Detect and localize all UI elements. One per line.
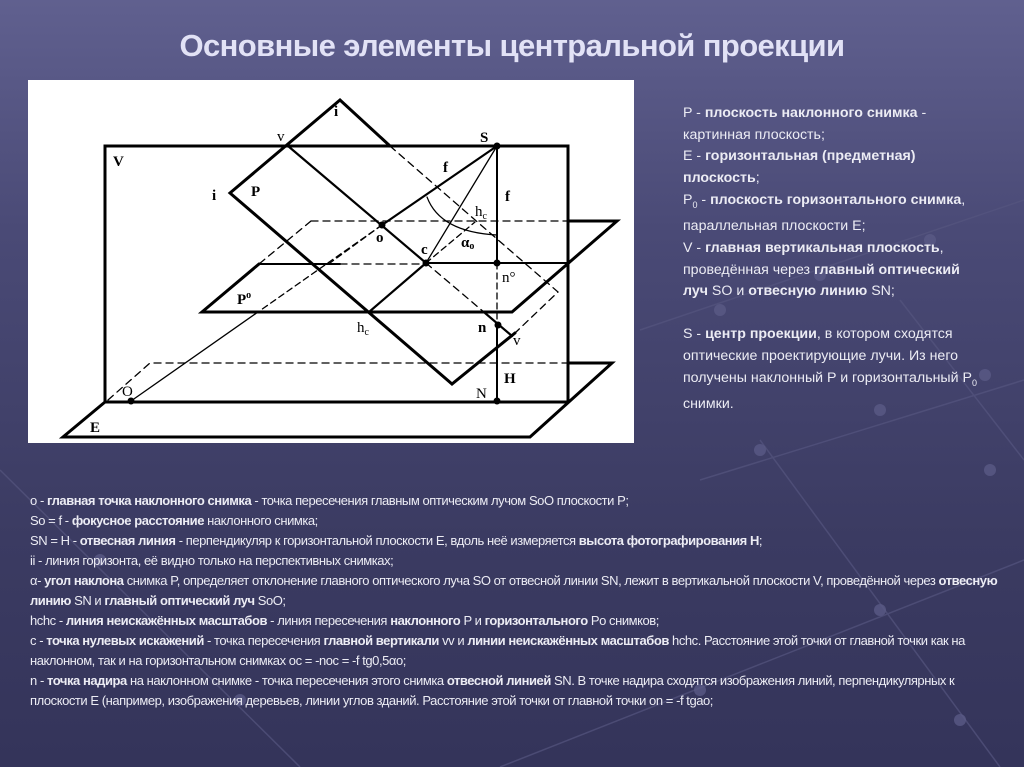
text-segment: - — [697, 191, 711, 208]
text-segment: на наклонном снимке - точка пересечения этого снимка — [126, 673, 447, 688]
label-f-ray: f — [443, 160, 448, 176]
text-segment: - линия пересечения — [267, 613, 391, 628]
central-projection-diagram — [28, 80, 634, 443]
definition-line — [30, 571, 1005, 611]
text-segment: , параллельная плоскости E; — [683, 191, 966, 235]
text-segment: SO и — [707, 283, 749, 300]
label-H: H — [504, 371, 516, 387]
text-segment: P — [683, 191, 693, 208]
label-c: c — [421, 242, 428, 258]
text-segment: vv и — [438, 633, 468, 648]
text-segment: n - — [30, 673, 47, 688]
label-P: P — [251, 184, 261, 200]
paragraph-gap — [683, 303, 983, 324]
bold-term: линии неискажённых масштабов — [467, 633, 669, 648]
definition-paragraph — [683, 324, 983, 416]
label-S: S — [480, 130, 489, 146]
bold-term: горизонтальная (предметная) плоскость — [683, 148, 916, 187]
subscript: 0 — [971, 377, 977, 388]
point-c — [423, 260, 430, 267]
text-segment: , в котором сходятся оптические проектирующие лучи. Из него получены наклонный P и горизонтальный P — [683, 326, 972, 386]
label-i-left: i — [212, 188, 217, 204]
bold-term: наклонного — [390, 613, 461, 628]
text-segment: снимки. — [683, 396, 734, 413]
text-segment: SN = H - — [30, 533, 80, 548]
text-segment: Po снимков; — [587, 613, 659, 628]
definition-line — [30, 531, 1005, 551]
bold-term: угол наклона — [44, 573, 124, 588]
text-segment: SoO; — [254, 593, 286, 608]
label-hc-bottom: $h_c$ — [357, 320, 369, 338]
bold-term: центр проекции — [705, 326, 817, 343]
text-segment: , проведённая через — [683, 240, 944, 278]
label-P0: $P^o$ — [237, 290, 252, 308]
text-segment: P и — [460, 613, 485, 628]
text-segment: α- — [30, 573, 45, 588]
text-segment: ii - линия горизонта, её видно только на перспективных снимках; — [30, 553, 394, 568]
text-segment: hchc - — [30, 613, 66, 628]
bold-term: плоскость наклонного снимка — [704, 105, 918, 121]
text-segment: V - — [683, 240, 706, 257]
definition-line — [30, 491, 1005, 511]
principal-vertical-vv — [288, 146, 426, 263]
label-v-bottom: v — [513, 333, 521, 349]
point-N — [494, 398, 501, 405]
bold-term: точка надира — [46, 673, 127, 688]
definition-line — [30, 671, 1005, 711]
bold-term: высота фотографирования H — [578, 533, 759, 548]
definition-line — [30, 511, 1005, 531]
point-n0 — [494, 260, 501, 267]
bold-term: отвесную линию — [30, 573, 998, 608]
definition-paragraph — [683, 146, 983, 189]
bold-term: отвесная линия — [79, 533, 176, 548]
label-N: N — [476, 386, 487, 402]
bold-term: главной вертикали — [323, 633, 439, 648]
bold-term: главная точка наклонного снимка — [46, 493, 252, 508]
text-segment: o - — [30, 493, 47, 508]
text-segment: c - — [30, 633, 47, 648]
text-segment: ; — [758, 533, 763, 548]
plane-definitions — [683, 103, 983, 416]
point-n — [495, 322, 502, 329]
point-o — [379, 222, 386, 229]
bold-term: отвесной линией — [446, 673, 551, 688]
text-segment: P - — [683, 105, 705, 121]
definition-paragraph — [683, 190, 983, 238]
slide-title: Основные элементы центральной проекции — [179, 28, 845, 63]
diagram-drawing — [28, 80, 634, 443]
text-segment: E - — [683, 148, 706, 165]
definition-paragraph — [683, 103, 983, 146]
bold-term: главный оптический луч — [104, 593, 255, 608]
point-S — [494, 143, 501, 150]
bold-term: линия неискажённых масштабов — [65, 613, 268, 628]
text-segment: - картинная плоскость; — [683, 105, 927, 143]
label-n: n — [478, 320, 487, 336]
bold-term: главная вертикальная плоскость — [705, 240, 940, 257]
definition-line — [30, 631, 1005, 671]
bold-term: фокусное расстояние — [71, 513, 204, 528]
label-E: E — [90, 420, 101, 436]
text-segment: - точка пересечения главным оптическим лучом SoO плоскости P; — [251, 493, 629, 508]
label-alpha: αo — [461, 235, 475, 252]
text-segment: hchc. Расстояние этой точки от главной точки как на наклонном, так и на горизонтальном снимках oc = -noc = -f tg0,5αo; — [30, 633, 965, 668]
label-v-top: v — [277, 129, 285, 145]
bold-term: точка нулевых искажений — [46, 633, 204, 648]
plane-E — [63, 363, 612, 437]
bold-term: отвесную линию — [748, 283, 868, 300]
text-segment: - точка пересечения — [203, 633, 324, 648]
definition-line — [30, 611, 1005, 631]
label-O: O — [122, 384, 133, 400]
text-segment: - перпендикуляр к горизонтальной плоскости E, вдоль неё измеряется — [175, 533, 579, 548]
text-segment: снимка P, определяет отклонение главного оптического луча SO от отвесной линии SN, лежит в вертикальной плоскости V, проведённой через — [123, 573, 939, 588]
label-n0: n° — [502, 270, 516, 286]
label-i-top: i — [334, 104, 339, 120]
text-segment: SN. В точке надира сходятся изображения линий, перпендикулярных к плоскости E (например, изображения деревьев, линии углов зданий. Расстояние этой точки от главной точки on = -f tgao; — [30, 673, 955, 708]
label-V: V — [113, 154, 124, 170]
plane-P0 — [202, 221, 617, 312]
definition-line — [30, 551, 1005, 571]
text-segment: SN; — [867, 283, 895, 300]
text-segment: So = f - — [30, 513, 72, 528]
label-hc-top: $h_c$ — [475, 204, 487, 222]
text-segment: S - — [683, 326, 706, 343]
bold-term: горизонтального — [484, 613, 588, 628]
label-f-vertical: f — [505, 189, 510, 205]
line-hchc — [369, 263, 426, 312]
text-segment: ; — [755, 170, 760, 187]
text-segment: SN и — [70, 593, 105, 608]
element-definitions — [30, 491, 1005, 711]
text-segment: наклонного снимка; — [203, 513, 318, 528]
label-o: o — [376, 230, 384, 246]
bold-term: плоскость горизонтального снимка — [710, 191, 962, 208]
bold-term: главный оптический луч — [683, 261, 960, 300]
subscript: 0 — [692, 199, 698, 210]
definition-paragraph — [683, 238, 983, 303]
